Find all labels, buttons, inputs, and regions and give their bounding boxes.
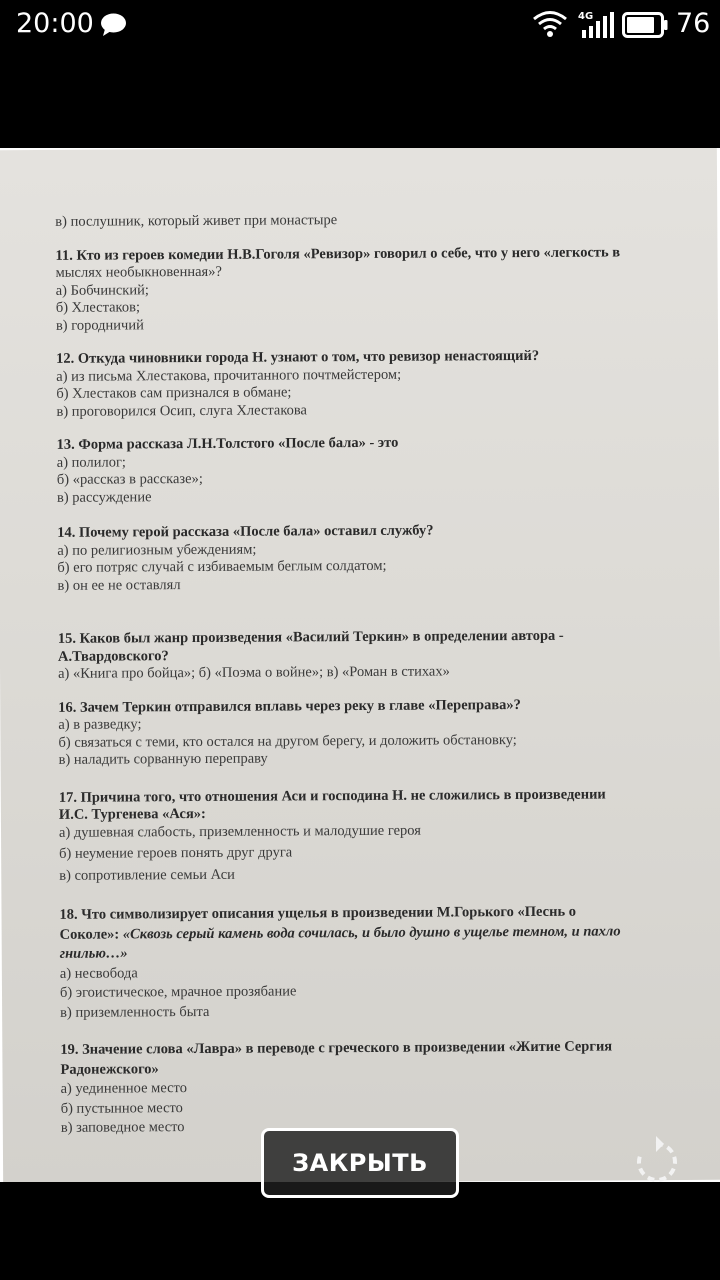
- question-line: 16. Зачем Теркин отправился вплавь через реку в главе «Переправа»?: [58, 696, 521, 716]
- message-icon: [100, 13, 127, 37]
- document-text: [55, 210, 693, 1137]
- status-bar: [0, 0, 720, 48]
- wifi-icon: [532, 10, 568, 38]
- answer-line: б) эгоистическое, мрачное прозябание: [59, 983, 297, 1001]
- answer-line: мыслях необыкновенная»?: [55, 263, 222, 281]
- question-line: 13. Форма рассказа Л.Н.Толстого «После бала» - это: [56, 434, 399, 453]
- question-line: 19. Значение слова «Лавра» в переводе с греческого в произведении «Житие Сергия: [60, 1038, 613, 1058]
- question-line: гнилью…»: [59, 945, 128, 962]
- question-line: И.С. Тургенева «Ася»:: [58, 805, 206, 823]
- answer-line: в) рассуждение: [56, 488, 152, 506]
- question-line: 15. Каков был жанр произведения «Василий Теркин» в определении автора -: [57, 627, 564, 647]
- answer-line: а) полилог;: [56, 453, 126, 471]
- answer-line: в) он ее не оставлял: [57, 576, 181, 594]
- document-photo: [0, 148, 720, 1182]
- answer-line: б) пустынное место: [60, 1099, 183, 1117]
- answer-line: б) его потряс случай с избиваемым беглым солдатом;: [57, 557, 387, 576]
- clock: 20:00: [16, 8, 94, 39]
- question-line: 11. Кто из героев комедии Н.В.Гоголя «Ревизор» говорил о себе, что у него «легкость в: [55, 243, 621, 264]
- answer-line: в) заповедное место: [60, 1119, 185, 1136]
- photo-viewer[interactable]: [0, 148, 720, 1182]
- answer-line: а) по религиозным убеждениям;: [57, 541, 257, 559]
- battery-percent: 76: [676, 8, 711, 39]
- answer-line: б) «рассказ в рассказе»;: [56, 470, 203, 488]
- question-line: Соколе»: «Сквозь серый камень вода сочилась, и было душно в ущелье темном, и пахло: [59, 922, 621, 943]
- battery-icon: [622, 12, 668, 38]
- rotate-icon[interactable]: [632, 1134, 680, 1186]
- network-type: 4G: [578, 11, 594, 22]
- question-line: 18. Что символизирует описания ущелья в произведении М.Горького «Песнь о: [59, 903, 577, 923]
- question-line: А.Твардовского?: [57, 647, 169, 665]
- answer-line: в) городничий: [55, 316, 144, 334]
- question-line: 14. Почему герой рассказа «После бала» оставил службу?: [57, 522, 434, 541]
- answer-line: а) уединенное место: [60, 1080, 187, 1097]
- answer-line: б) связаться с теми, кто остался на другом берегу, и доложить обстановку;: [58, 731, 517, 751]
- question-line: 17. Причина того, что отношения Аси и господина Н. не сложились в произведении: [58, 786, 606, 806]
- answer-line: в) наладить сорванную переправу: [58, 750, 268, 768]
- answer-line: в) сопротивление семьи Аси: [59, 866, 235, 884]
- answer-line: в) приземленность быта: [60, 1003, 210, 1021]
- answer-line: б) Хлестаков сам признался в обмане;: [56, 384, 292, 402]
- answer-line: в) проговорился Осип, слуга Хлестакова: [56, 401, 308, 420]
- answer-line: б) неумение героев понять друг друга: [59, 844, 293, 862]
- close-button[interactable]: ЗАКРЫТЬ: [261, 1128, 459, 1198]
- answer-line: а) «Книга про бойца»; б) «Поэма о войне»; в) «Роман в стихах»: [57, 663, 450, 682]
- answer-line: а) из письма Хлестакова, прочитанного почтмейстером;: [56, 366, 402, 385]
- answer-line: а) душевная слабость, приземленность и малодушие героя: [58, 822, 421, 841]
- answer-line: а) несвобода: [59, 964, 138, 982]
- answer-line: б) Хлестаков;: [55, 299, 141, 316]
- question-line: Радонежского»: [60, 1060, 159, 1078]
- answer-line: а) в разведку;: [58, 716, 142, 733]
- signal-icon: [580, 12, 614, 38]
- question-line: 12. Откуда чиновники города Н. узнают о том, что ревизор ненастоящий?: [56, 347, 540, 367]
- answer-line: а) Бобчинский;: [55, 281, 149, 299]
- answer-line: в) послушник, который живет при монастыре: [55, 212, 338, 230]
